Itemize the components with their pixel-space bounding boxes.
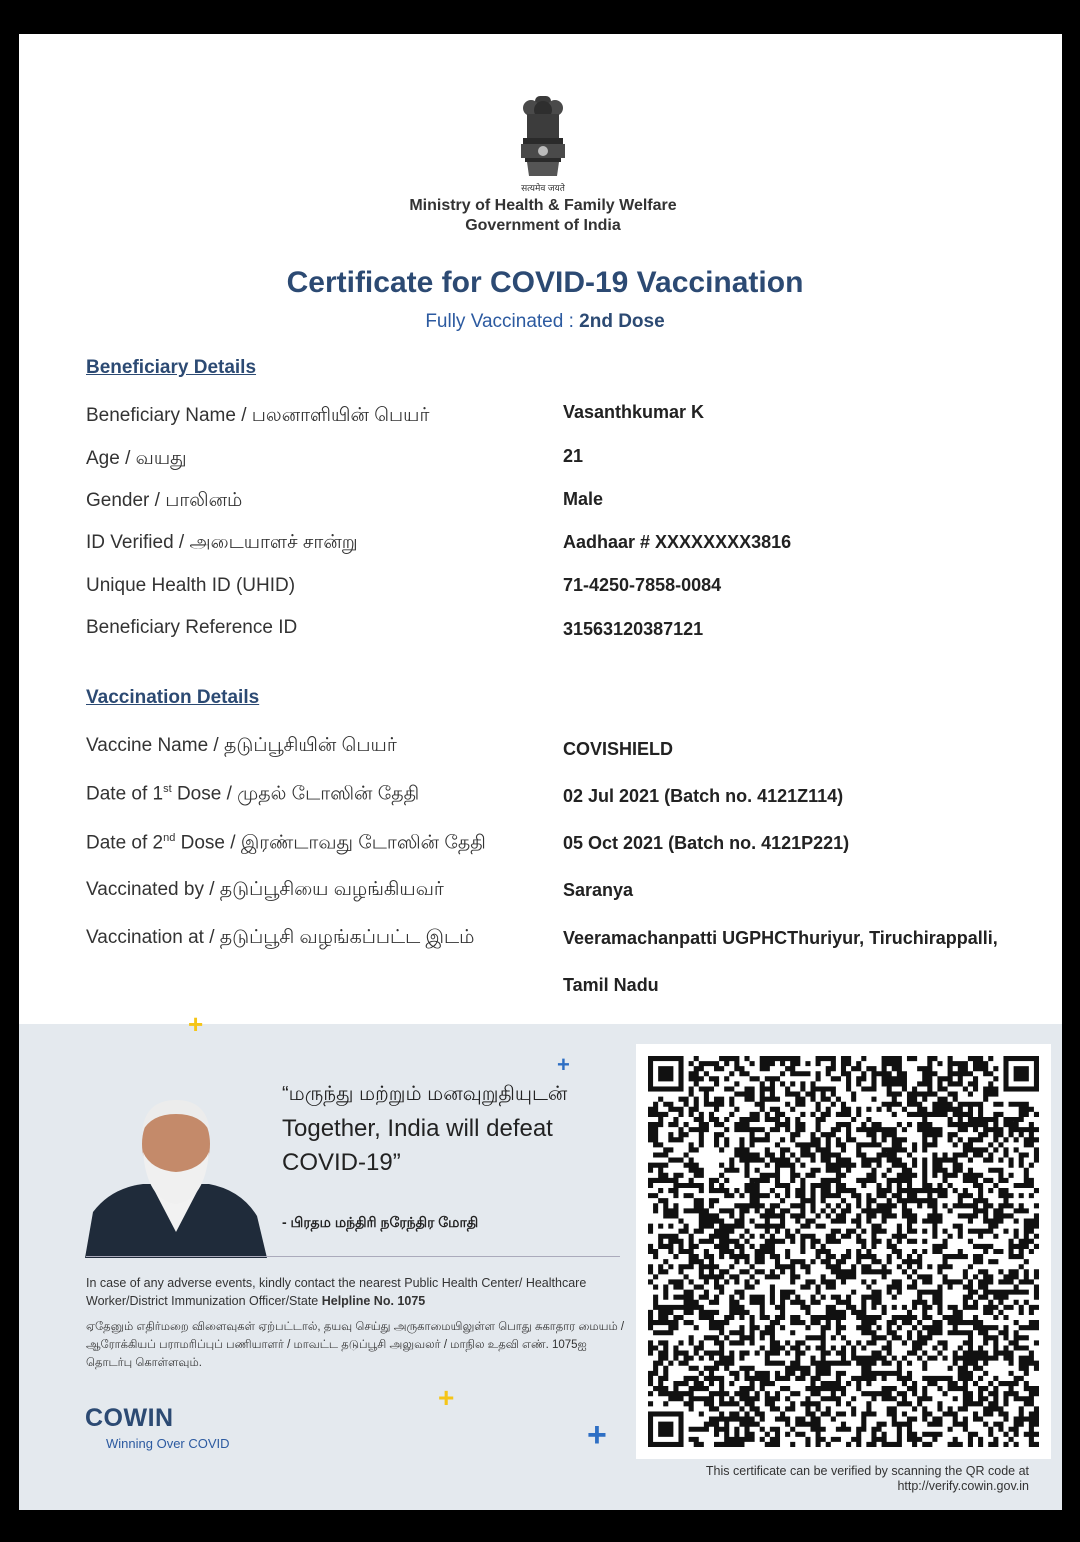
vaccinator-value: Saranya [563, 880, 634, 900]
dose1-label-a: Date of 1 [86, 783, 164, 805]
certificate-page [19, 34, 1062, 1510]
id-value: Aadhaar # XXXXXXXX3816 [563, 532, 792, 552]
adverse-events-english [86, 1274, 626, 1310]
certificate-title: Certificate for COVID-19 Vaccination [286, 266, 804, 299]
dose2-value: 05 Oct 2021 (Batch no. 4121P221) [563, 833, 850, 853]
uhid-value: 71-4250-7858-0084 [563, 575, 722, 595]
dose1-label-b: Dose / முதல் டோஸின் தேதி [171, 783, 420, 805]
dose2-label [86, 832, 486, 856]
status-prefix: Fully Vaccinated : [425, 311, 580, 332]
vaccination-heading: Vaccination Details [86, 687, 260, 708]
adverse-text: In case of any adverse events, kindly contact the nearest Public Health Center/ Healthcare Worker/District Immunization Officer/State [86, 1276, 587, 1308]
gender-value: Male [563, 489, 604, 509]
dose1-sup: st [163, 783, 172, 795]
name-label: Beneficiary Name / பலனாளியின் பெயர் [86, 405, 430, 426]
pm-attribution: - பிரதம மந்திரி நரேந்திர மோதி [282, 1214, 479, 1230]
qr-finder-pattern [1014, 1066, 1029, 1081]
qr-finder-pattern [658, 1422, 673, 1437]
adverse-events-tamil: ஏதேனும் எதிர்மறை விளைவுகள் ஏற்பட்டால், தயவு செய்து அருகாமையிலுள்ள பொது சுகாதார மையம் / ஆரோக்கியப் பராமரிப்புப் பணியாளர் / மாவட்ட தடுப்பூசி அலுவலர் / மாநில உதவி எண். 1075ஐ தொடர்பு கொள்ளவும். [86, 1321, 625, 1369]
uhid-label: Unique Health ID (UHID) [86, 575, 296, 596]
status-dose: 2nd Dose [579, 311, 665, 332]
ministry-name [319, 196, 767, 236]
qr-verification-note [639, 1464, 1029, 1494]
qr-modules [648, 1056, 1039, 1447]
age-value: 21 [563, 446, 584, 466]
age-label: Age / வயது [86, 448, 187, 469]
qr-code-icon[interactable] [636, 1044, 1051, 1459]
vaccine-value: COVISHIELD [563, 739, 674, 759]
cowin-tagline: Winning Over COVID [106, 1436, 230, 1451]
national-emblem-icon [513, 92, 573, 192]
beneficiary-heading: Beneficiary Details [86, 357, 257, 378]
qr-note-text: This certificate can be verified by scanning the QR code at [705, 1464, 1029, 1478]
qr-code-panel [636, 1044, 1051, 1459]
vaccinator-label: Vaccinated by / தடுப்பூசியை வழங்கியவர் [86, 879, 444, 900]
dose1-value: 02 Jul 2021 (Batch no. 4121Z114) [563, 786, 844, 806]
name-value: Vasanthkumar K [563, 402, 705, 422]
prime-minister-portrait [81, 1092, 271, 1258]
id-label: ID Verified / அடையாளச் சான்று [86, 532, 358, 553]
quote-english: Together, India will defeat COVID-19” [282, 1115, 553, 1176]
plus-decor-icon: + [188, 1009, 204, 1039]
cowin-logo: COWIN [85, 1404, 174, 1432]
plus-decor-icon: + [557, 1052, 570, 1077]
reference-value: 31563120387121 [563, 619, 704, 639]
plus-decor-icon: + [587, 1416, 607, 1454]
verify-url: http://verify.cowin.gov.in [897, 1479, 1029, 1493]
dose2-label-b: Dose / இரண்டாவது டோஸின் தேதி [175, 832, 486, 854]
government-line: Government of India [465, 217, 621, 234]
quote-block [282, 1082, 602, 1180]
qr-finder-pattern [658, 1066, 673, 1081]
dose1-label [86, 783, 419, 807]
plus-decor-icon: + [438, 1382, 455, 1413]
reference-label: Beneficiary Reference ID [86, 617, 298, 638]
helpline-number: Helpline No. 1075 [321, 1294, 426, 1308]
ministry-line: Ministry of Health & Family Welfare [409, 197, 677, 214]
footer-divider [86, 1256, 620, 1257]
vaccination-status [169, 311, 921, 333]
location-value-line1: Veeramachanpatti UGPHCThuriyur, Tiruchirappalli, [563, 928, 998, 948]
dose2-label-a: Date of 2 [86, 832, 164, 854]
vaccine-label: Vaccine Name / தடுப்பூசியின் பெயர் [86, 735, 397, 756]
motto-text: सत्यमेव जयते [521, 183, 565, 193]
dose2-sup: nd [163, 832, 176, 844]
quote-tamil: “மருந்து மற்றும் மனவுறுதியுடன் [282, 1083, 568, 1105]
gender-label: Gender / பாலினம் [86, 490, 243, 511]
location-label: Vaccination at / தடுப்பூசி வழங்கப்பட்ட இடம் [86, 927, 475, 948]
location-value-line2: Tamil Nadu [563, 975, 659, 995]
